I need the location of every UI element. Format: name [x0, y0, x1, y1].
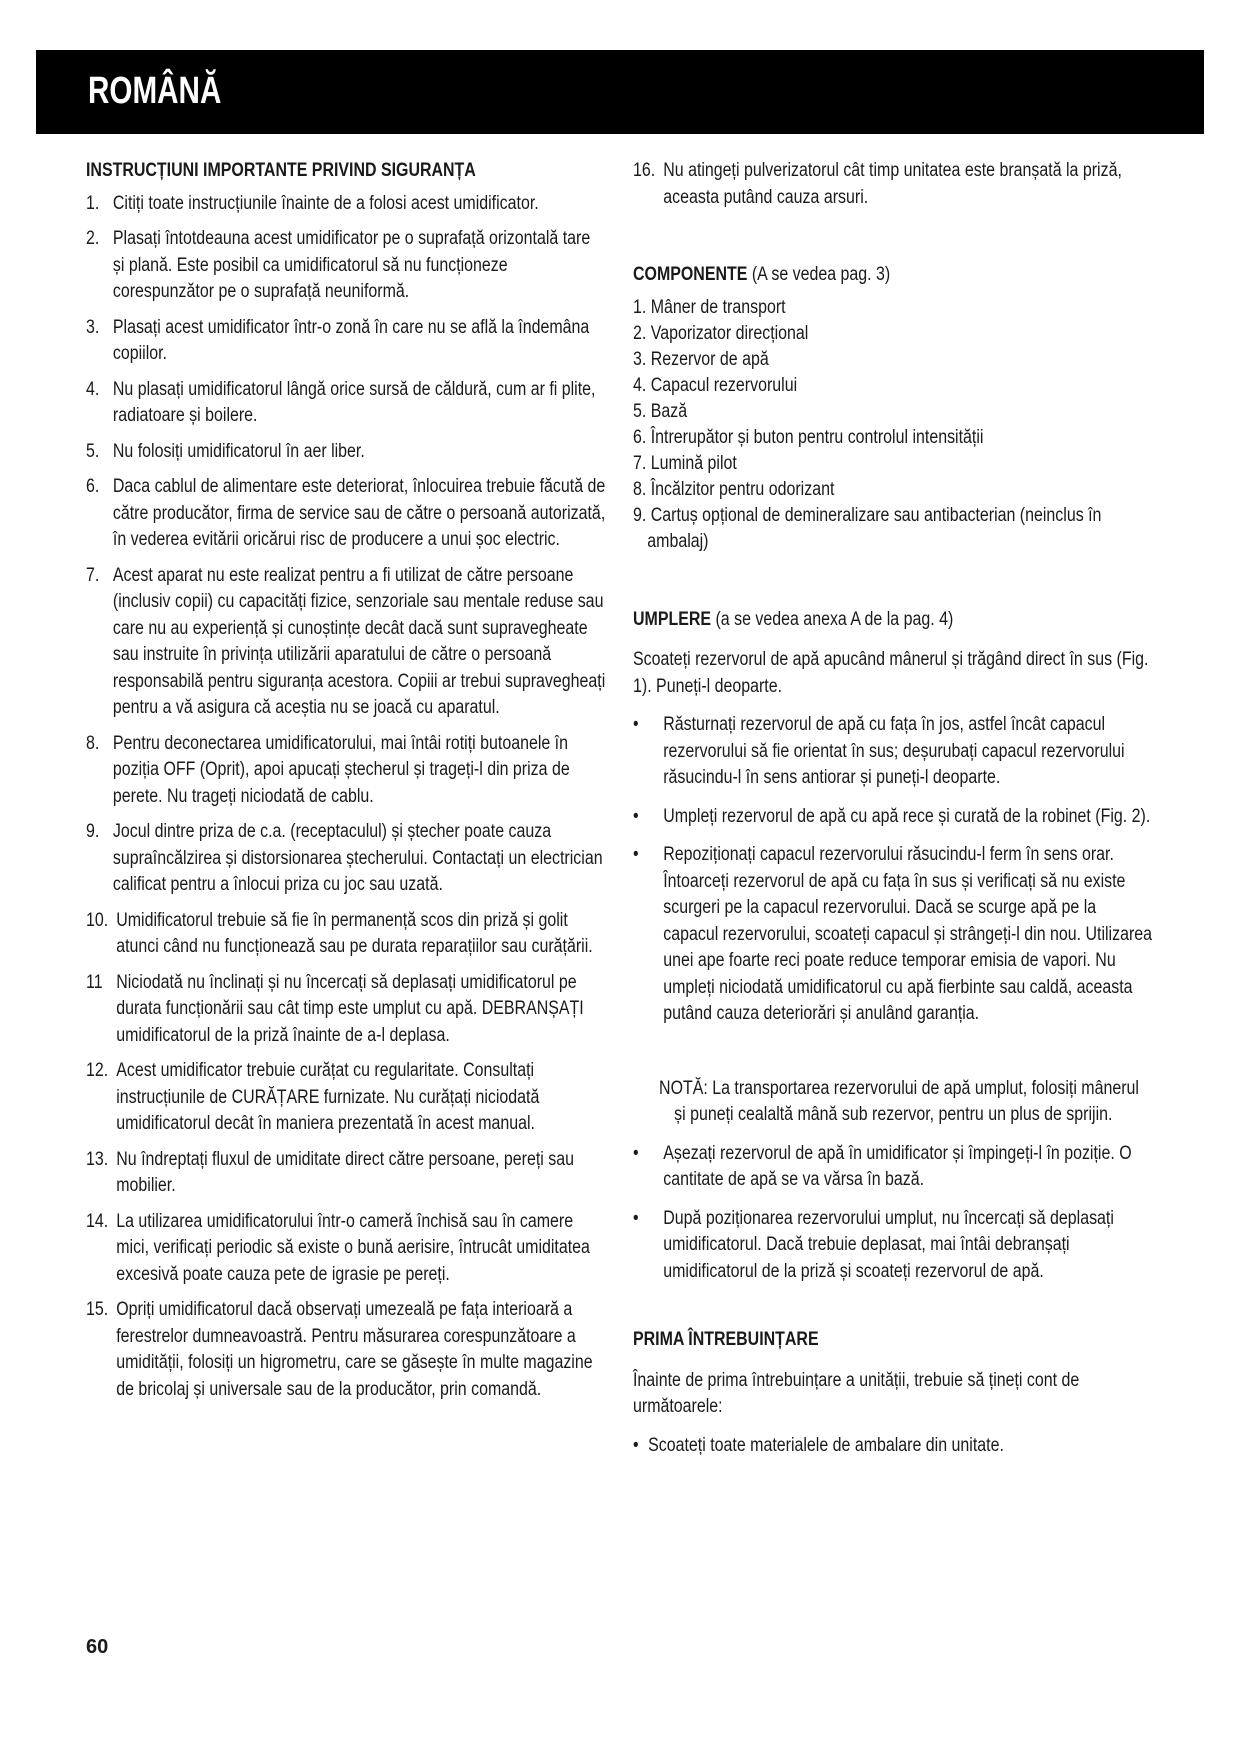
- item-number: 9.: [86, 821, 100, 842]
- item-number: 12.: [86, 1060, 109, 1081]
- component-item: 9. Cartuș opțional de demineralizare sau antibacterian (neinclus în ambalaj): [633, 504, 1102, 552]
- item-number: 14.: [86, 1210, 109, 1232]
- filling-heading: [633, 607, 1153, 634]
- safety-item: [86, 1058, 606, 1138]
- language-title: ROMÂNĂ: [88, 70, 222, 112]
- filling-step: [633, 1141, 1153, 1194]
- filling-title: UMPLERE: [633, 608, 712, 630]
- filling-steps-after: [633, 1141, 1153, 1286]
- item-text: Niciodată nu înclinați și nu încercați să deplasați umidificatorul pe durata funcționării sau cât timp este umplut cu apă. DEBRANȘAȚI umidificatorul de la priză înainte de a-l deplasa.: [116, 971, 584, 1046]
- item-text: Umidificatorul trebuie să fie în permanență scos din priză și golit atunci când nu funcționează sau pe durata reparațiilor sau curățării.: [116, 909, 593, 957]
- first-use-step: [633, 1433, 1153, 1460]
- filling-intro: Scoateți rezervorul de apă apucând mânerul și trăgând direct în sus (Fig. 1). Puneți-l deoparte.: [633, 649, 1149, 697]
- left-column: [86, 158, 606, 1412]
- filling-step: [633, 712, 1153, 792]
- item-text: Nu îndreptați fluxul de umiditate direct către persoane, pereți sau mobilier.: [116, 1148, 575, 1196]
- filling-note: NOTĂ: La transportarea rezervorului de apă umplut, folosiți mânerul și puneți cealaltă mână sub rezervor, pentru un plus de sprijin.: [659, 1077, 1139, 1125]
- bullet-icon: •: [633, 714, 639, 735]
- component-item: 6. Întrerupător și buton pentru controlul intensității: [633, 426, 984, 448]
- filling-step: [633, 804, 1153, 831]
- component-item: 1. Mâner de transport: [633, 296, 786, 318]
- bullet-icon: •: [633, 844, 639, 865]
- step-text: Repoziționați capacul rezervorului răsucindu-l ferm în sens orar. Întoarceți rezervorul de apă cu fața în sus și verificați să nu existe scurgeri pe la capacul rezervorului. Dacă se scurge apă pe la capacul rezervorului, scoateți capacul și strângeți-l din nou. Utilizarea unei ape foarte reci poate reduce temporar emisia de vapori. Nu umpleți niciodată umidificatorul cu apă fierbinte sau caldă, aceasta putând cauza deteriorări și anulând garanția.: [663, 844, 1153, 1024]
- item-text: Nu folosiți umidificatorul în aer liber.: [112, 440, 365, 462]
- safety-item: [633, 158, 1153, 211]
- components-subtitle: (A se vedea pag. 3): [751, 264, 891, 285]
- item-number: 1.: [86, 192, 100, 214]
- safety-item: [86, 474, 606, 554]
- component-item: 4. Capacul rezervorului: [633, 374, 798, 396]
- first-use-heading: PRIMA ÎNTREBUINȚARE: [633, 1329, 819, 1350]
- safety-item: [86, 819, 606, 899]
- safety-item: [86, 908, 606, 961]
- components-heading: [633, 262, 1153, 289]
- component-item: 8. Încălzitor pentru odorizant: [633, 478, 835, 500]
- component-item: 7. Lumină pilot: [633, 452, 737, 474]
- item-number: 16.: [633, 160, 656, 181]
- item-text: Acest umidificator trebuie curățat cu regularitate. Consultați instrucțiunile de CURĂȚARE furnizate. Nu curățați niciodată umidificatorul decât în maniera prezentată în acest manual.: [116, 1060, 540, 1134]
- item-number: 11: [86, 971, 103, 993]
- filling-step: [633, 1206, 1153, 1286]
- safety-item: [86, 1209, 606, 1289]
- item-number: 2.: [86, 228, 100, 249]
- item-number: 13.: [86, 1148, 109, 1170]
- language-banner: [36, 50, 1204, 134]
- step-text: Umpleți rezervorul de apă cu apă rece și curată de la robinet (Fig. 2).: [663, 805, 1151, 827]
- first-use-intro: Înainte de prima întrebuințare a unității, trebuie să țineți cont de următoarele:: [633, 1369, 1080, 1417]
- item-number: 10.: [86, 909, 109, 931]
- first-use-steps: [633, 1433, 1153, 1460]
- bullet-icon: •: [633, 1434, 639, 1456]
- safety-item: [86, 315, 606, 368]
- page-number: 60: [86, 1636, 109, 1658]
- item-number: 3.: [86, 316, 100, 338]
- filling-steps: [633, 712, 1153, 1028]
- safety-item: [86, 439, 606, 466]
- safety-item: [86, 191, 606, 218]
- bullet-icon: •: [633, 805, 639, 827]
- component-item: 5. Bază: [633, 400, 688, 422]
- item-text: Plasați întotdeauna acest umidificator pe o suprafață orizontală tare și plană. Este posibil ca umidificatorul să nu funcționeze corespunzător pe o suprafață neuniformă.: [112, 228, 591, 302]
- item-number: 8.: [86, 732, 100, 754]
- safety-item: [86, 563, 606, 722]
- safety-item: [86, 1297, 606, 1403]
- components-list: [633, 295, 1153, 555]
- safety-heading: INSTRUCȚIUNI IMPORTANTE PRIVIND SIGURANȚA: [86, 160, 476, 181]
- safety-item: [86, 377, 606, 430]
- item-number: 6.: [86, 476, 100, 497]
- item-text: Nu atingeți pulverizatorul cât timp unitatea este branșată la priză, aceasta putând cauza arsuri.: [663, 160, 1122, 208]
- safety-list: [86, 191, 606, 1404]
- item-number: 7.: [86, 564, 100, 586]
- safety-item: [86, 970, 606, 1050]
- component-item: 2. Vaporizator direcțional: [633, 322, 809, 344]
- item-number: 5.: [86, 440, 100, 462]
- item-text: Nu plasați umidificatorul lângă orice sursă de căldură, cum ar fi plite, radiatoare și boilere.: [112, 378, 596, 426]
- item-text: Acest aparat nu este realizat pentru a fi utilizat de către persoane (inclusiv copii) cu capacități fizice, senzoriale sau mentale reduse sau care nu au experiență și cunoștințe decât dacă sunt supravegheate sau instruite în privința utilizării aparatului de către o persoană responsabilă pentru siguranța acestora. Copiii ar trebui supravegheați pentru a vă asigura că aceștia nu se joacă cu aparatul.: [112, 564, 606, 718]
- item-text: Pentru deconectarea umidificatorului, mai întâi rotiți butoanele în poziția OFF (Oprit), apoi apucați ștecherul și trageți-l din priza de perete. Nu trageți niciodată de cablu.: [112, 732, 570, 807]
- item-text: Plasați acest umidificator într-o zonă în care nu se află la îndemâna copiilor.: [112, 316, 590, 364]
- filling-step: [633, 842, 1153, 1028]
- safety-item: [86, 226, 606, 306]
- step-text: Așezați rezervorul de apă în umidificator și împingeți-l în poziție. O cantitate de apă se va vărsa în bază.: [663, 1142, 1132, 1190]
- component-item: 3. Rezervor de apă: [633, 348, 769, 370]
- step-text: Răsturnați rezervorul de apă cu fața în jos, astfel încât capacul rezervorului să fie orientat în sus; deșurubați capacul rezervorului răsucindu-l în sens antiorar și puneți-l deoparte.: [663, 714, 1125, 788]
- safety-item: [86, 1147, 606, 1200]
- bullet-icon: •: [633, 1207, 639, 1229]
- item-text: La utilizarea umidificatorului într-o cameră închisă sau în camere mici, verificați periodic să existe o bună aerisire, întrucât umiditatea excesivă poate cauza pete de igrasie pe pereți.: [116, 1210, 590, 1285]
- components-title: COMPONENTE: [633, 264, 748, 285]
- item-text: Daca cablul de alimentare este deteriorat, înlocuirea trebuie făcută de către producător, firma de service sau de către o persoană autorizată, în vederea evitării oricărui risc de producere a unui șoc electric.: [112, 476, 606, 550]
- item-text: Opriți umidificatorul dacă observați umezeală pe fața interioară a ferestrelor dumneavoastră. Pentru măsurarea corespunzătoare a umidității, folosiți un higrometru, care se găsește în multe magazine de bricolaj și universale sau de la producător, prin comandă.: [116, 1299, 593, 1400]
- item-number: 15.: [86, 1299, 109, 1320]
- item-number: 4.: [86, 378, 100, 400]
- step-text: Scoateți toate materialele de ambalare din unitate.: [648, 1434, 1004, 1456]
- safety-list-continued: [633, 158, 1153, 211]
- right-column: [633, 158, 1153, 1471]
- bullet-icon: •: [633, 1142, 639, 1164]
- item-text: Citiți toate instrucțiunile înainte de a folosi acest umidificator.: [112, 192, 539, 214]
- step-text: După poziționarea rezervorului umplut, nu încercați să deplasați umidificatorul. Dacă trebuie deplasat, mai întâi debranșați umidificatorul de la priză și scoateți rezervorul de apă.: [663, 1207, 1114, 1282]
- item-text: Jocul dintre priza de c.a. (receptaculul) și ștecher poate cauza supraîncălzirea și distorsionarea ștecherului. Contactați un electrician calificat pentru a înlocui priza cu joc sau uzată.: [112, 821, 603, 895]
- safety-item: [86, 731, 606, 811]
- filling-subtitle: (a se vedea anexa A de la pag. 4): [715, 608, 954, 630]
